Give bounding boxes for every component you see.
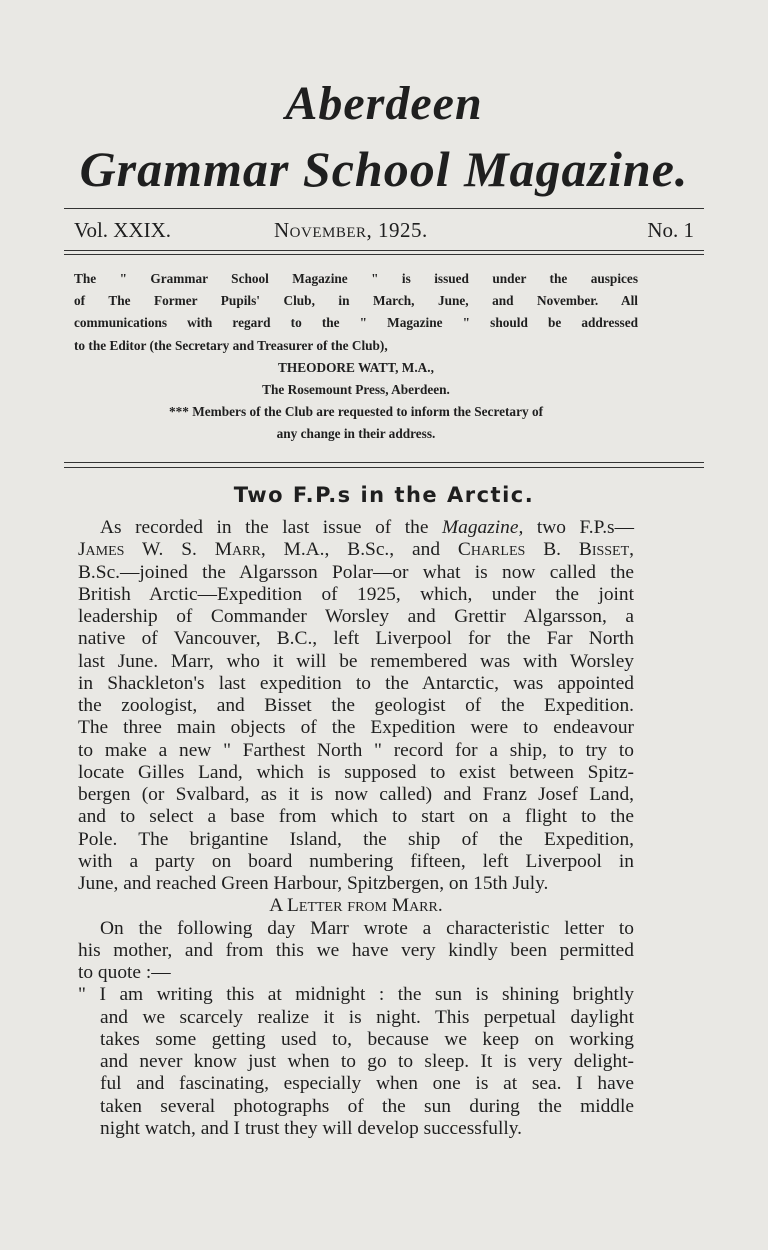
issue-rule-1 — [64, 250, 704, 251]
article-line: bergen (or Svalbard, as it is now called) and Franz Josef Land, — [78, 784, 634, 805]
volume-number: Vol. XXIX. — [74, 218, 172, 242]
quote-line: taken several photographs of the sun during the middle — [100, 1095, 634, 1117]
top-rule — [64, 208, 704, 209]
article-line: to make a new " Farthest North " record for a ship, to try to — [78, 739, 634, 761]
issue-rule-2 — [64, 254, 704, 255]
article-line: to quote :— — [78, 962, 171, 983]
article-line: the zoologist, and Bisset the geologist of the Expedition. — [78, 695, 634, 716]
article-line: James W. S. Marr, M.A., B.Sc., and Charles B. Bisset, — [78, 539, 635, 561]
notice-rule-1 — [64, 462, 704, 463]
article-line: As recorded in the last issue of the Magazine, two F.P.s— — [100, 517, 634, 538]
notice-line: to the Editor (the Secretary and Treasurer of the Club), — [74, 337, 388, 353]
article-line: with a party on board numbering fifteen, left Liverpool in — [78, 850, 634, 872]
article-line: B.Sc.—joined the Algarsson Polar—or what is now called the — [78, 561, 634, 583]
article-line: June, and reached Green Harbour, Spitzbergen, on 15th July. — [78, 873, 549, 894]
editor-address: The Rosemount Press, Aberdeen. — [262, 382, 450, 398]
quote-line: takes some getting used to, because we keep on working — [100, 1028, 634, 1050]
quote-line: ful and fascinating, especially when one is at sea. I have — [100, 1073, 634, 1095]
editor-name: THEODORE WATT, M.A., — [278, 359, 434, 375]
issue-date: November, 1925. — [274, 218, 428, 242]
issue-number: No. 1 — [647, 218, 694, 242]
notice-line: communications with regard to the " Magazine " should be addressed — [74, 315, 638, 331]
notice-line: of The Former Pupils' Club, in March, June, and November. All — [74, 293, 638, 309]
article-line: On the following day Marr wrote a characteristic letter to — [100, 917, 634, 939]
quote-line: night watch, and I trust they will develop successfully. — [100, 1117, 523, 1139]
article-line: British Arctic—Expedition of 1925, which, under the joint — [78, 583, 634, 605]
quote-line: and we scarcely realize it is night. This perpetual daylight — [100, 1006, 634, 1028]
article-line: and to select a base from which to start on a flight to the — [78, 806, 634, 828]
article-line: leadership of Commander Worsley and Grettir Algarsson, a — [78, 606, 634, 627]
article-line: The three main objects of the Expedition were to endeavour — [78, 717, 634, 739]
notice-rule-2 — [64, 467, 704, 468]
members-notice-line1: *** Members of the Club are requested to inform the Secretary of — [168, 404, 544, 420]
article-line: locate Gilles Land, which is supposed to exist between Spitz- — [78, 761, 634, 783]
masthead-title-line2: Grammar School Magazine. — [79, 141, 689, 197]
section-subheading: A Letter from Marr. — [269, 895, 443, 917]
article-body — [78, 517, 634, 1140]
notice-line: The " Grammar School Magazine " is issued under the auspices — [74, 271, 638, 286]
article-line: in Shackleton's last expedition to the Antarctic, was appointed — [78, 672, 634, 694]
article-line: his mother, and from this we have very kindly been permitted — [78, 939, 634, 961]
publication-notice — [74, 268, 638, 446]
article-title: Two F.P.s in the Arctic. — [233, 483, 535, 507]
members-notice-line2: any change in their address. — [276, 426, 436, 442]
quote-line: " I am writing this at midnight : the sun is shining brightly — [78, 984, 634, 1006]
quote-line: and never know just when to go to sleep. It is very delight- — [100, 1051, 634, 1072]
article-line: native of Vancouver, B.C., left Liverpool for the Far North — [78, 628, 634, 650]
article-line: Pole. The brigantine Island, the ship of the Expedition, — [78, 828, 634, 850]
article-line: last June. Marr, who it will be remembered was with Worsley — [78, 650, 634, 672]
masthead-title-line1: Aberdeen — [285, 77, 483, 130]
